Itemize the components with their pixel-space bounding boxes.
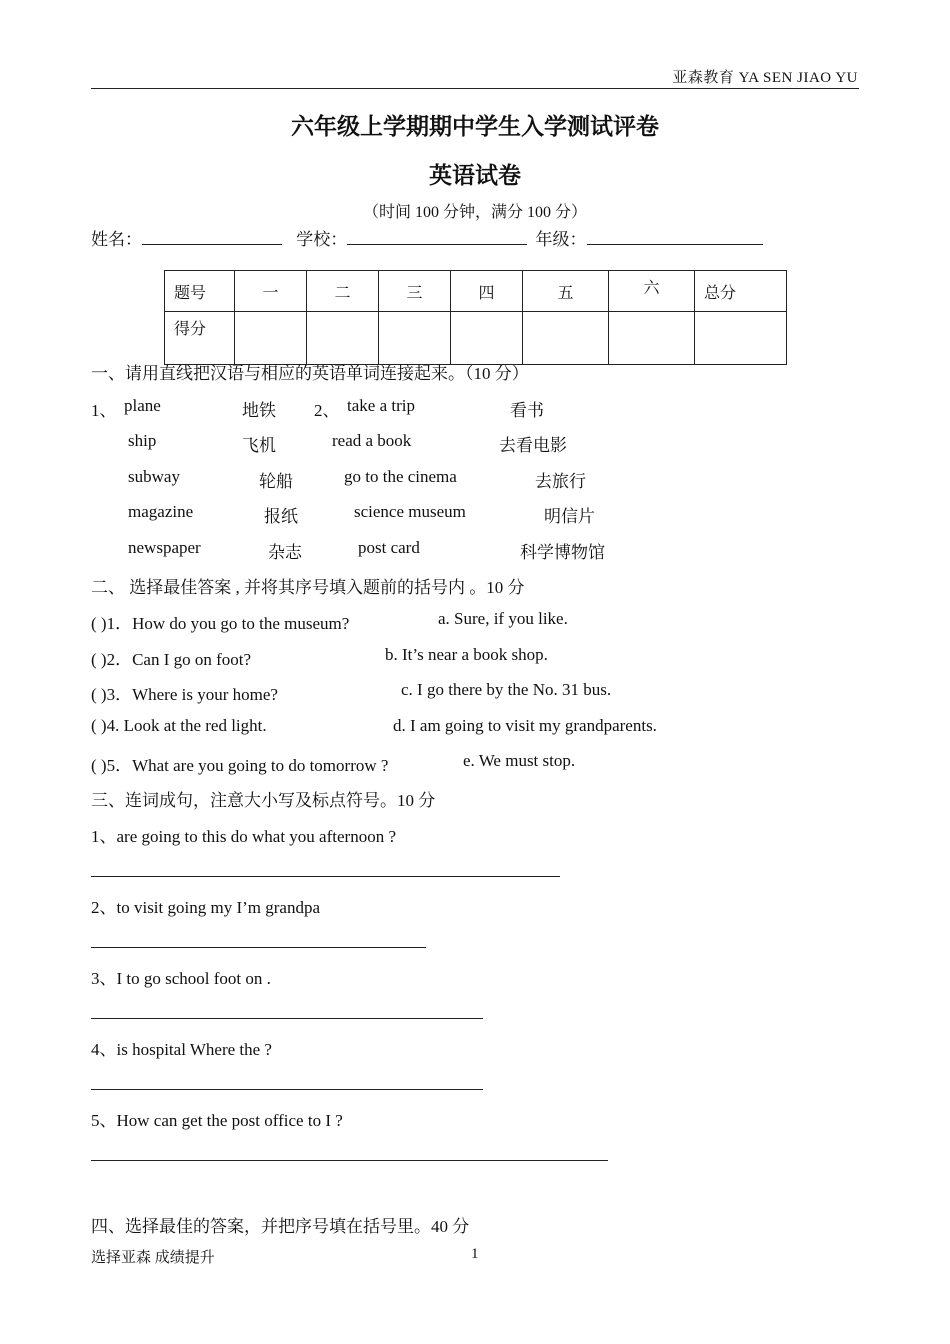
choice-question: ( )4. Look at the red light. <box>91 716 267 735</box>
match-phrase-english: science museum <box>354 502 466 521</box>
choice-answer: a. Sure, if you like. <box>438 609 568 628</box>
match-phrase-chinese: 科学博物馆 <box>520 543 605 562</box>
score-table-score-row <box>165 312 787 365</box>
choice-question: ( )5．What are you going to do tomorrow ? <box>91 756 389 775</box>
score-cell[interactable] <box>609 312 695 365</box>
match-word-english: magazine <box>128 502 194 521</box>
match-word-chinese: 地铁 <box>242 401 276 420</box>
section3-title: 三、连词成句，注意大小写及标点符号。10 分 <box>91 791 436 810</box>
answer-line[interactable] <box>91 1160 608 1161</box>
match-phrase-english: take a trip <box>347 396 415 415</box>
section2-title: 二、 选择最佳答案 , 并将其序号填入题前的括号内 。10 分 <box>91 578 525 597</box>
score-cell[interactable] <box>523 312 609 365</box>
name-blank[interactable] <box>142 230 282 245</box>
grade-blank[interactable] <box>587 230 763 245</box>
match-phrase-english: go to the cinema <box>344 467 457 486</box>
score-header-cell: 总分 <box>695 271 787 312</box>
score-header-cell: 题号 <box>165 271 235 312</box>
sentence-item: 1、are going to this do what you afternoon ? <box>91 827 396 846</box>
choice-answer: b. It’s near a book shop. <box>385 645 548 664</box>
score-table-header-row <box>165 271 787 312</box>
match-word-english: ship <box>128 431 157 450</box>
score-header-cell: 五 <box>523 271 609 312</box>
name-label: 姓名： <box>91 230 142 249</box>
match-word-chinese: 轮船 <box>259 472 293 491</box>
match-word-english: subway <box>128 467 180 486</box>
score-header-cell: 三 <box>379 271 451 312</box>
answer-line[interactable] <box>91 1018 483 1019</box>
section1-title: 一、请用直线把汉语与相应的英语单词连接起来。（10 分） <box>91 364 529 383</box>
match-word-english: plane <box>124 396 161 415</box>
choice-question: ( )1．How do you go to the museum? <box>91 614 350 633</box>
match-phrase-chinese: 去看电影 <box>499 436 567 455</box>
score-cell[interactable] <box>307 312 379 365</box>
match-phrase-chinese: 去旅行 <box>535 472 586 491</box>
answer-line[interactable] <box>91 947 426 948</box>
score-header-cell: 一 <box>235 271 307 312</box>
header-divider <box>91 88 859 89</box>
match-word-english: newspaper <box>128 538 201 557</box>
choice-answer: d. I am going to visit my grandparents. <box>393 716 657 735</box>
match-phrase-chinese: 明信片 <box>544 507 595 526</box>
match-word-chinese: 杂志 <box>268 543 302 562</box>
choice-question: ( )2．Can I go on foot? <box>91 650 252 669</box>
section4-title: 四、选择最佳的答案，并把序号填在括号里。40 分 <box>91 1217 470 1236</box>
score-cell[interactable] <box>695 312 787 365</box>
header-brand: 亚森教育 YA SEN JIAO YU <box>672 70 858 86</box>
student-info-line <box>91 225 763 250</box>
answer-line[interactable] <box>91 876 560 877</box>
score-cell[interactable] <box>379 312 451 365</box>
footer-slogan: 选择亚森 成绩提升 <box>91 1250 215 1266</box>
score-cell[interactable] <box>235 312 307 365</box>
score-header-cell: 四 <box>451 271 523 312</box>
page-number: 1 <box>471 1246 479 1262</box>
match-word-chinese: 报纸 <box>264 507 298 526</box>
page-title: 六年级上学期期中学生入学测试评卷 <box>291 114 659 139</box>
score-header-cell: 六 <box>609 271 695 312</box>
match-phrase-chinese: 看书 <box>510 401 544 420</box>
match-word-chinese: 飞机 <box>242 436 276 455</box>
school-label: 学校： <box>296 230 348 249</box>
score-header-cell: 二 <box>307 271 379 312</box>
sentence-item: 2、to visit going my I’m grandpa <box>91 898 321 917</box>
match-phrase-english: post card <box>358 538 420 557</box>
time-note: （时间 100 分钟，满分 100 分） <box>362 204 587 221</box>
choice-question: ( )3．Where is your home? <box>91 685 278 704</box>
score-table <box>164 270 787 365</box>
section1-group1-number: 1、 <box>91 401 117 420</box>
answer-line[interactable] <box>91 1089 483 1090</box>
sentence-item: 3、I to go school foot on . <box>91 969 271 988</box>
choice-answer: e. We must stop. <box>463 751 576 770</box>
sentence-item: 4、is hospital Where the ? <box>91 1040 272 1059</box>
match-phrase-english: read a book <box>332 431 412 450</box>
choice-answer: c. I go there by the No. 31 bus. <box>401 680 612 699</box>
score-row-label: 得分 <box>165 312 235 365</box>
score-cell[interactable] <box>451 312 523 365</box>
sentence-item: 5、How can get the post office to I ? <box>91 1111 343 1130</box>
school-blank[interactable] <box>347 230 527 245</box>
section1-group2-number: 2、 <box>314 401 340 420</box>
grade-label: 年级： <box>535 230 587 249</box>
page-subtitle: 英语试卷 <box>429 163 521 188</box>
